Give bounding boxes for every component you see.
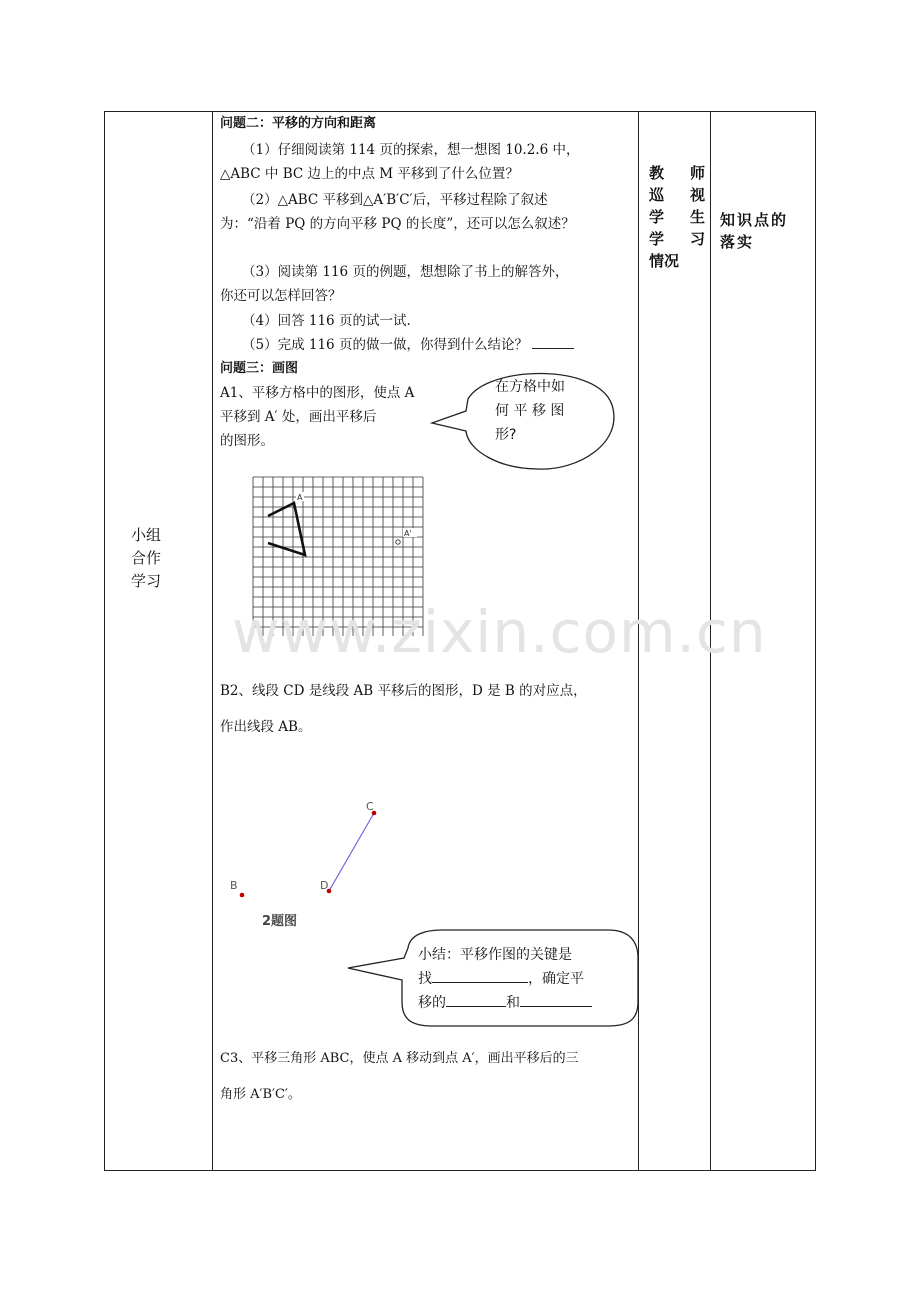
bubble-1-text: 在方格中如 何 平 移 图 形? bbox=[495, 379, 565, 443]
label-d: D bbox=[320, 879, 329, 892]
b2-line-1: B2、线段 CD 是线段 AB 平移后的图形，D 是 B 的对应点， bbox=[220, 683, 587, 699]
label-c: C bbox=[366, 800, 374, 813]
q2-item-5: （5）完成 116 页的做一做，你得到什么结论？ bbox=[242, 333, 574, 357]
a1-line-2: 平移到 A′ 处，画出平移后 bbox=[220, 409, 377, 425]
segment-cd bbox=[329, 813, 374, 891]
blank-key-point[interactable] bbox=[432, 968, 528, 983]
q2-item-1b: △ABC 中 BC 边上的中点 M 平移到了什么位置？ bbox=[220, 166, 519, 182]
q2-item-4: （4）回答 116 页的试一试. bbox=[242, 313, 411, 329]
q3-title: 问题三：画图 bbox=[220, 361, 299, 376]
activity-label: 小组 合作 学习 bbox=[131, 526, 162, 590]
q2-item-2a: （2）△ABC 平移到△A′B′C′后，平移过程除了叙述 bbox=[242, 192, 548, 208]
grid-label-a: A bbox=[297, 493, 303, 502]
point-b bbox=[240, 893, 245, 898]
column-divider bbox=[710, 112, 711, 1170]
b2-line-2: 作出线段 AB。 bbox=[220, 719, 312, 735]
grid-label-a-prime: A' bbox=[404, 529, 412, 538]
knowledge-label: 知识点的 落实 bbox=[720, 211, 789, 251]
c3-line-1: C3、平移三角形 ABC，使点 A 移动到点 A′，画出平移后的三 bbox=[220, 1051, 579, 1066]
point-a-prime bbox=[396, 540, 400, 544]
translation-grid bbox=[252, 476, 426, 636]
figure-caption: 2题图 bbox=[262, 914, 298, 929]
activity-column bbox=[105, 112, 213, 1170]
segment-figure bbox=[226, 798, 386, 898]
a1-line-1: A1、平移方格中的图形，使点 A bbox=[220, 385, 415, 401]
q2-item-1a: （1）仔细阅读第 114 页的探索，想一想图 10.2.6 中， bbox=[242, 142, 580, 158]
teacher-label: 教 师 巡 视 学 生 学 习 情况 bbox=[649, 164, 705, 270]
label-b: B bbox=[230, 879, 238, 892]
q2-title: 问题二：平移的方向和距离 bbox=[220, 116, 377, 131]
answer-blank[interactable] bbox=[532, 334, 574, 349]
a1-line-3: 的图形。 bbox=[220, 433, 274, 449]
q2-item-3b: 你还可以怎样回答？ bbox=[220, 288, 342, 304]
watermark: www.zixin.com.cn bbox=[232, 598, 767, 666]
bubble-2-text: 小结：平移作图的关键是 找 ，确定平 移的 和 bbox=[418, 943, 592, 1015]
blank-distance[interactable] bbox=[520, 992, 592, 1007]
q2-item-3a: （3）阅读第 116 页的例题，想想除了书上的解答外， bbox=[242, 264, 569, 280]
blank-direction[interactable] bbox=[446, 992, 506, 1007]
q2-item-2b: 为：“沿着 PQ 的方向平移 PQ 的长度”，还可以怎么叙述？ bbox=[220, 216, 575, 232]
c3-line-2: 角形 A′B′C′。 bbox=[220, 1087, 301, 1102]
